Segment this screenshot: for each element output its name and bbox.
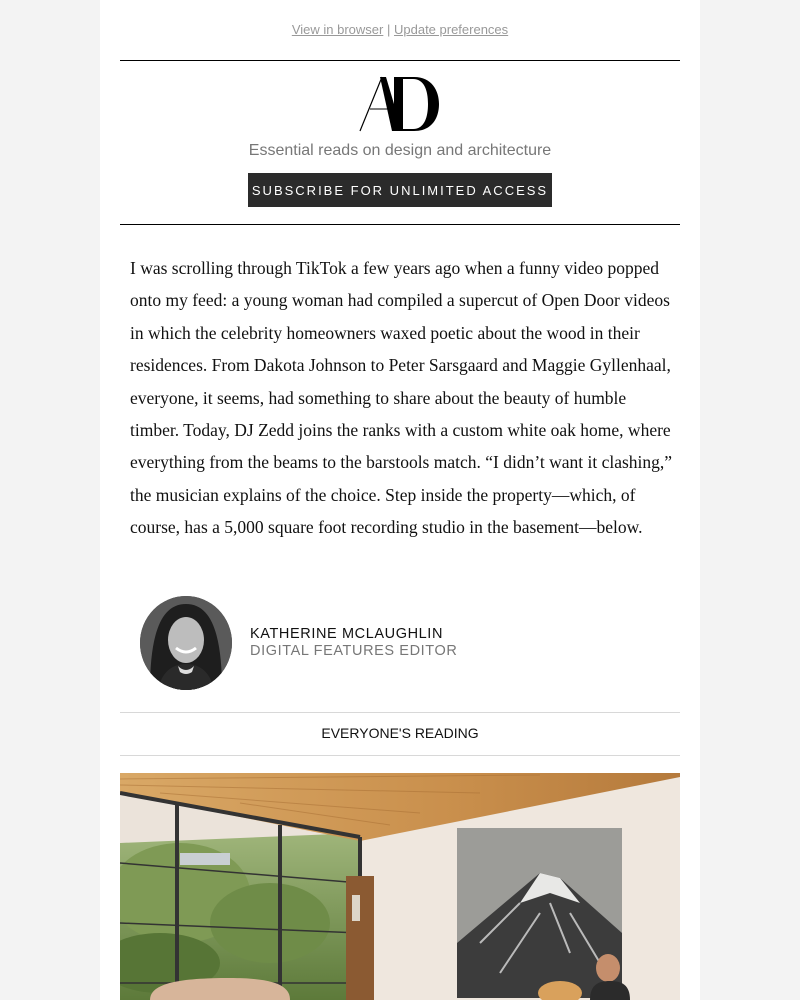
section-title: EVERYONE'S READING (321, 725, 479, 741)
article-intro: I was scrolling through TikTok a few years ago when a funny video popped onto my feed: a young woman had compiled a supercut of Open Door videos in which the celebrity homeowners waxed poetic about the wood in their residences. From Dakota Johnson to Peter Sarsgaard and Maggie Gyllenhaal, everyone, it seems, had something to share about the beauty of humble timber. Today, DJ Zedd joins the ranks with a custom white oak home, where everything from the beams to the barstools match. “I didn’t want it clashing,” the musician explains of the choice. Step inside the property—which, of course, has a 5,000 square foot recording studio in the basement—below. (130, 258, 673, 538)
ad-logo-icon (358, 74, 442, 132)
view-in-browser-link[interactable]: View in browser (291, 22, 384, 37)
author-byline (140, 596, 660, 690)
header-links (100, 22, 700, 37)
hero-image[interactable] (120, 773, 680, 1000)
link-separator: | (386, 22, 391, 37)
author-title: DIGITAL FEATURES EDITOR (250, 643, 458, 659)
divider (120, 60, 680, 61)
divider (120, 224, 680, 225)
email-container (100, 0, 700, 1000)
subscribe-button[interactable]: SUBSCRIBE FOR UNLIMITED ACCESS (248, 173, 552, 207)
author-name: KATHERINE MCLAUGHLIN (250, 626, 444, 642)
divider (120, 712, 680, 713)
living-room-photo (120, 773, 680, 1000)
author-avatar (140, 596, 232, 690)
tagline: Essential reads on design and architecture (248, 142, 552, 159)
ad-logo[interactable] (100, 74, 700, 137)
divider (120, 755, 680, 756)
update-preferences-link[interactable]: Update preferences (393, 22, 509, 37)
